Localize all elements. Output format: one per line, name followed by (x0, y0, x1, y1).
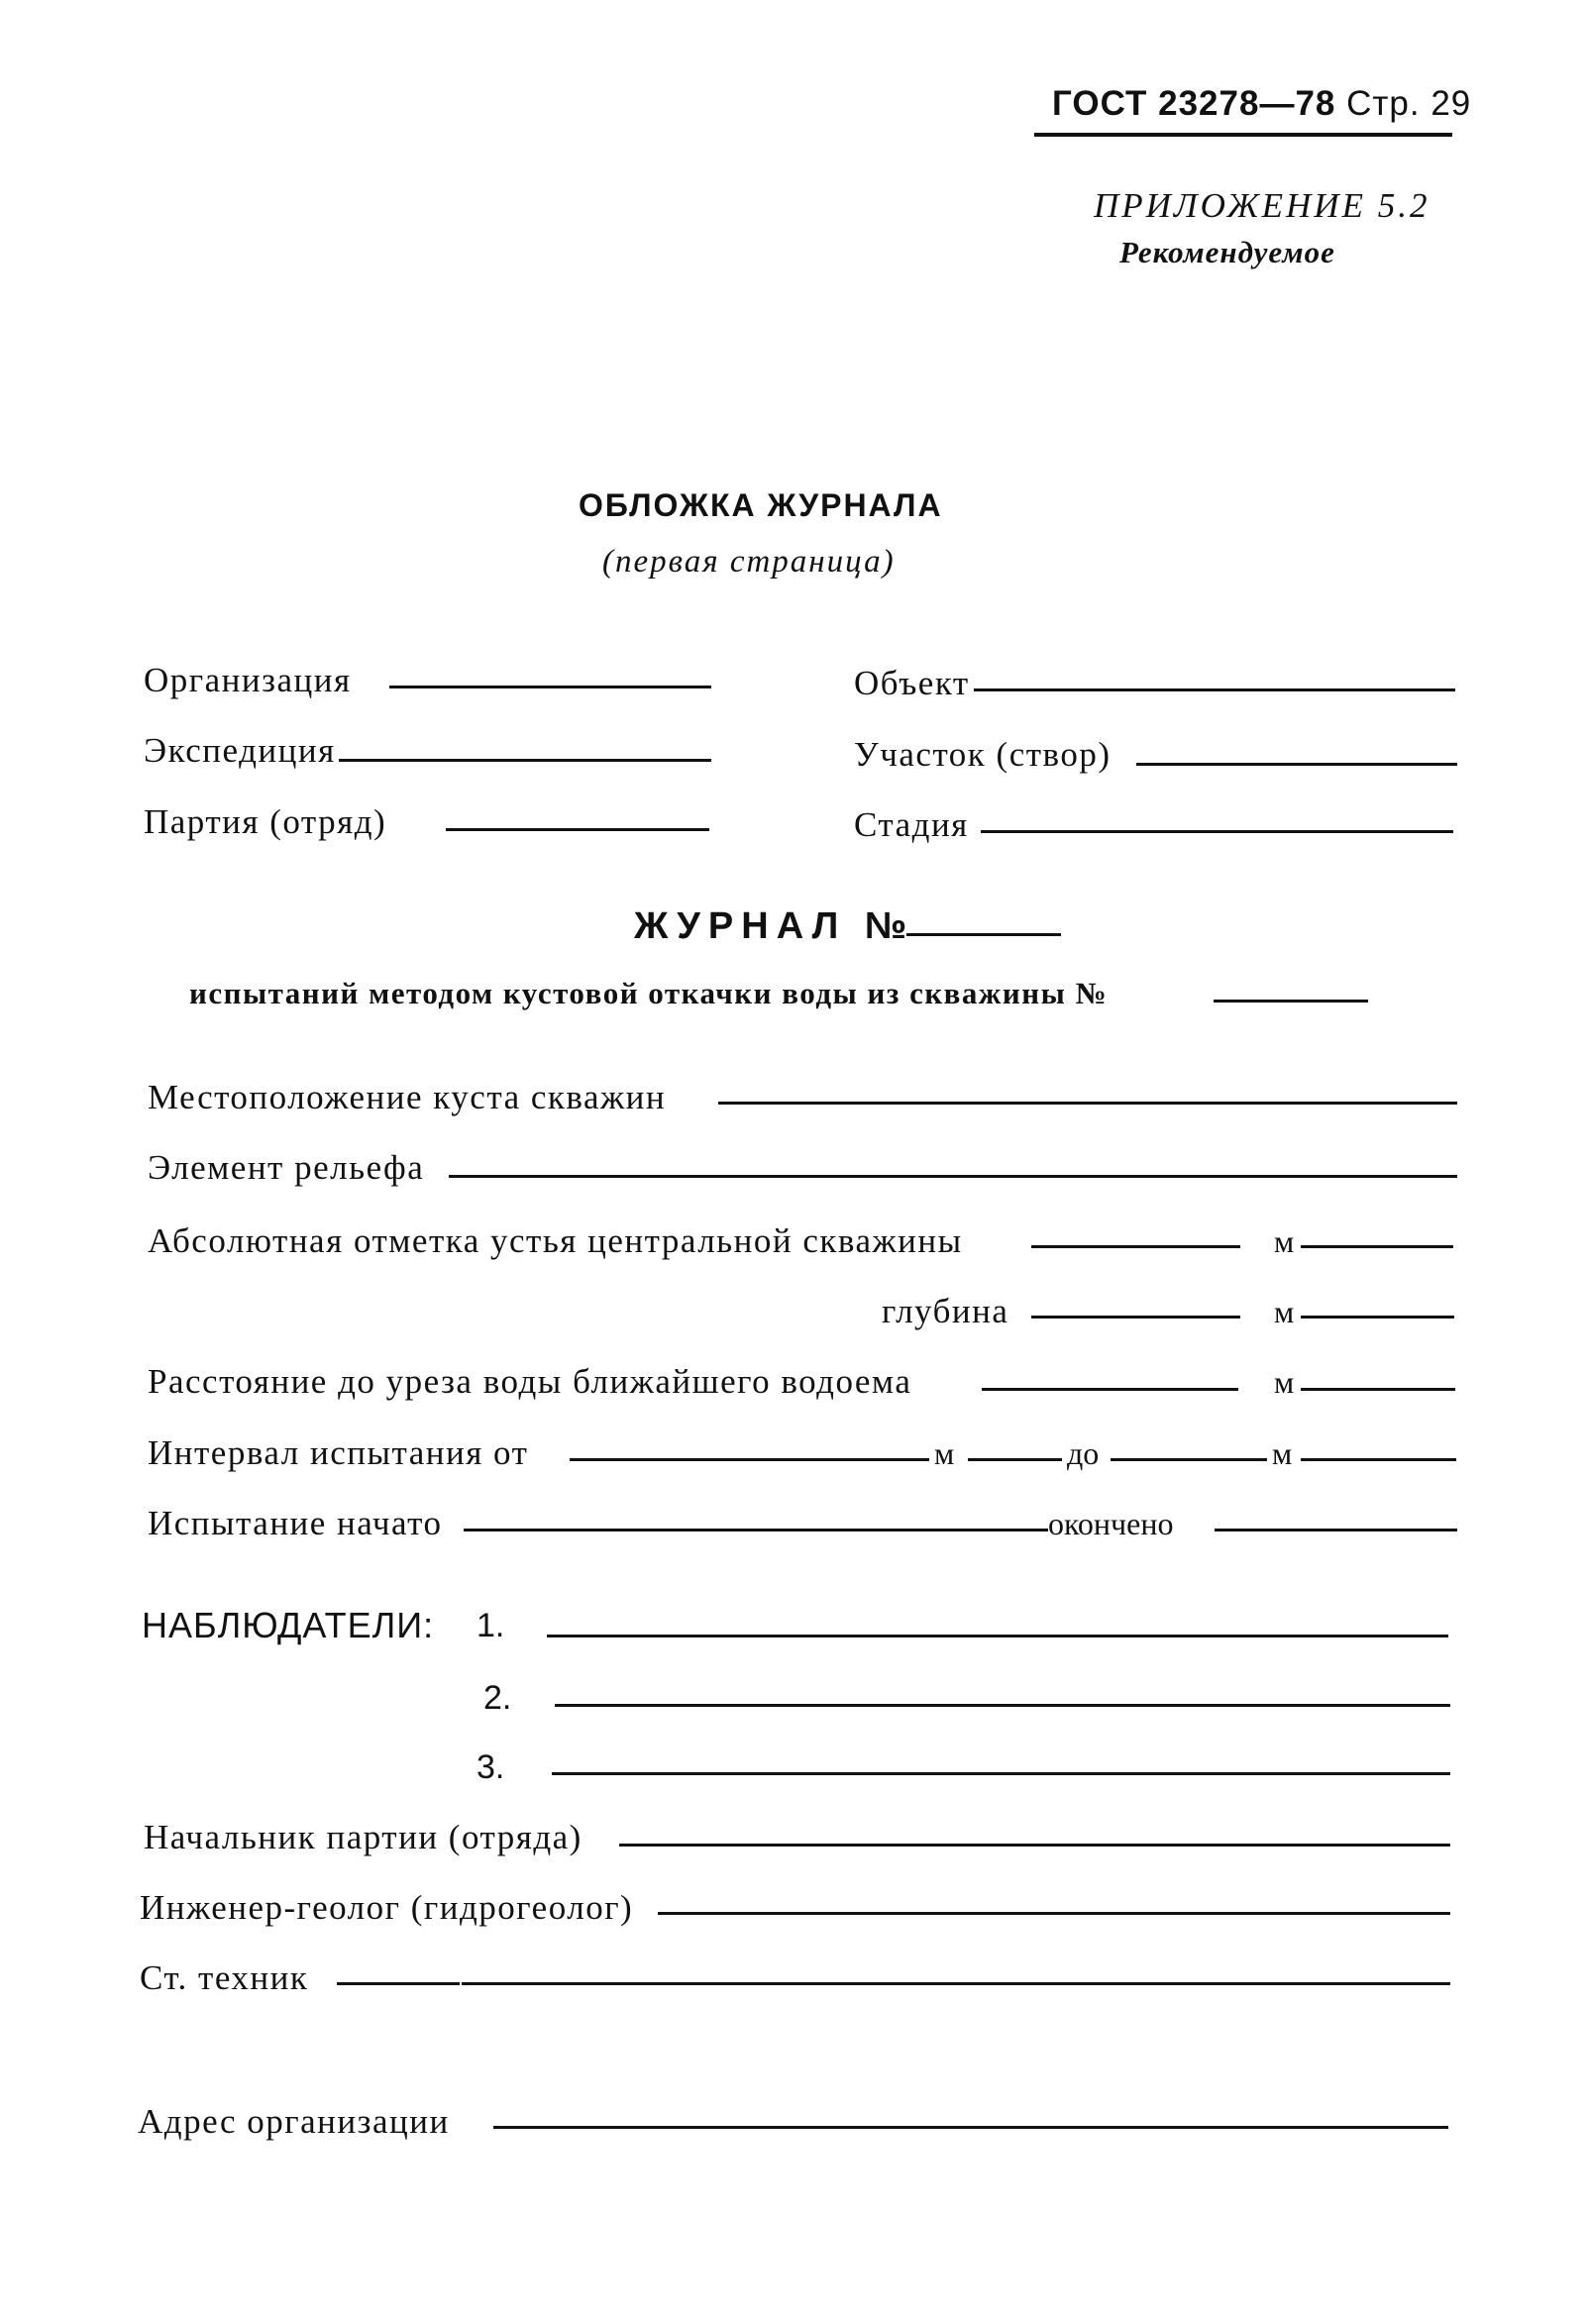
depth-unit: м (1274, 1294, 1295, 1329)
technician-label: Ст. техник (140, 1958, 309, 1997)
location-line[interactable] (718, 1102, 1457, 1105)
appendix-title: ПРИЛОЖЕНИЕ 5.2 (1094, 186, 1430, 225)
interval-mid-line[interactable] (968, 1458, 1062, 1461)
field-object-label: Объект (854, 664, 970, 702)
observer-2-line[interactable] (555, 1704, 1450, 1707)
technician-line-2[interactable] (462, 1982, 1450, 1985)
distance-line[interactable] (982, 1388, 1238, 1391)
finished-label: окончено (1048, 1506, 1174, 1541)
page-number: Стр. 29 (1346, 84, 1472, 123)
journal-number-line[interactable] (906, 933, 1061, 936)
field-expedition-line[interactable] (339, 759, 711, 762)
relief-label: Элемент рельефа (148, 1148, 425, 1187)
depth-line[interactable] (1031, 1316, 1240, 1319)
journal-title: ЖУРНАЛ № (634, 905, 915, 947)
depth-label: глубина (882, 1292, 1009, 1330)
cover-title: ОБЛОЖКА ЖУРНАЛА (579, 487, 943, 523)
relief-line[interactable] (449, 1175, 1457, 1178)
address-line[interactable] (493, 2126, 1448, 2129)
interval-from-line[interactable] (570, 1458, 929, 1461)
observer-2-number: 2. (483, 1679, 512, 1717)
interval-end-line[interactable] (1301, 1458, 1456, 1461)
distance-unit: м (1274, 1364, 1295, 1400)
finished-line[interactable] (1215, 1529, 1457, 1532)
interval-to-unit: м (1272, 1435, 1293, 1471)
address-label: Адрес организации (138, 2102, 450, 2141)
started-label: Испытание начато (148, 1504, 443, 1542)
appendix-status: Рекомендуемое (1119, 235, 1335, 269)
journal-subtitle: испытаний методом кустовой откачки воды из скважины № (189, 976, 1109, 1010)
header-rule (1034, 133, 1452, 137)
observers-label: НАБЛЮДАТЕЛИ: (142, 1605, 435, 1645)
observer-3-line[interactable] (552, 1772, 1450, 1775)
engineer-line[interactable] (658, 1912, 1450, 1915)
technician-line[interactable] (337, 1982, 460, 1985)
well-number-line[interactable] (1214, 1000, 1368, 1003)
elevation-label: Абсолютная отметка устья центральной скважины (148, 1221, 963, 1260)
field-organization-line[interactable] (389, 686, 711, 688)
field-organization-label: Организация (144, 661, 352, 699)
interval-to-label: до (1067, 1435, 1100, 1471)
elevation-line[interactable] (1031, 1245, 1240, 1248)
interval-to-line[interactable] (1111, 1458, 1267, 1461)
observer-1-number: 1. (477, 1607, 505, 1644)
party-chief-label: Начальник партии (отряда) (144, 1818, 583, 1856)
interval-from-unit: м (934, 1435, 955, 1471)
party-chief-line[interactable] (619, 1844, 1450, 1847)
distance-label: Расстояние до уреза воды ближайшего водоема (148, 1362, 912, 1401)
cover-subtitle: (первая страница) (602, 544, 896, 580)
observer-3-number: 3. (477, 1748, 505, 1786)
field-stage-line[interactable] (981, 830, 1453, 833)
interval-from-label: Интервал испытания от (148, 1433, 529, 1472)
field-stage-label: Стадия (854, 805, 969, 844)
field-section-line[interactable] (1136, 763, 1457, 766)
field-object-line[interactable] (974, 688, 1455, 691)
started-line[interactable] (464, 1529, 1048, 1532)
document-header (1052, 84, 1471, 124)
location-label: Местоположение куста скважин (148, 1078, 667, 1116)
elevation-extra-line[interactable] (1301, 1245, 1453, 1248)
field-expedition-label: Экспедиция (144, 731, 336, 770)
field-party-line[interactable] (446, 828, 709, 831)
field-section-label: Участок (створ) (854, 735, 1112, 774)
elevation-unit: м (1274, 1223, 1295, 1259)
distance-extra-line[interactable] (1301, 1388, 1455, 1391)
depth-extra-line[interactable] (1301, 1316, 1454, 1319)
engineer-label: Инженер-геолог (гидрогеолог) (140, 1888, 634, 1927)
standard-number: ГОСТ 23278—78 (1052, 84, 1336, 123)
field-party-label: Партия (отряд) (144, 802, 387, 841)
observer-1-line[interactable] (547, 1635, 1448, 1637)
